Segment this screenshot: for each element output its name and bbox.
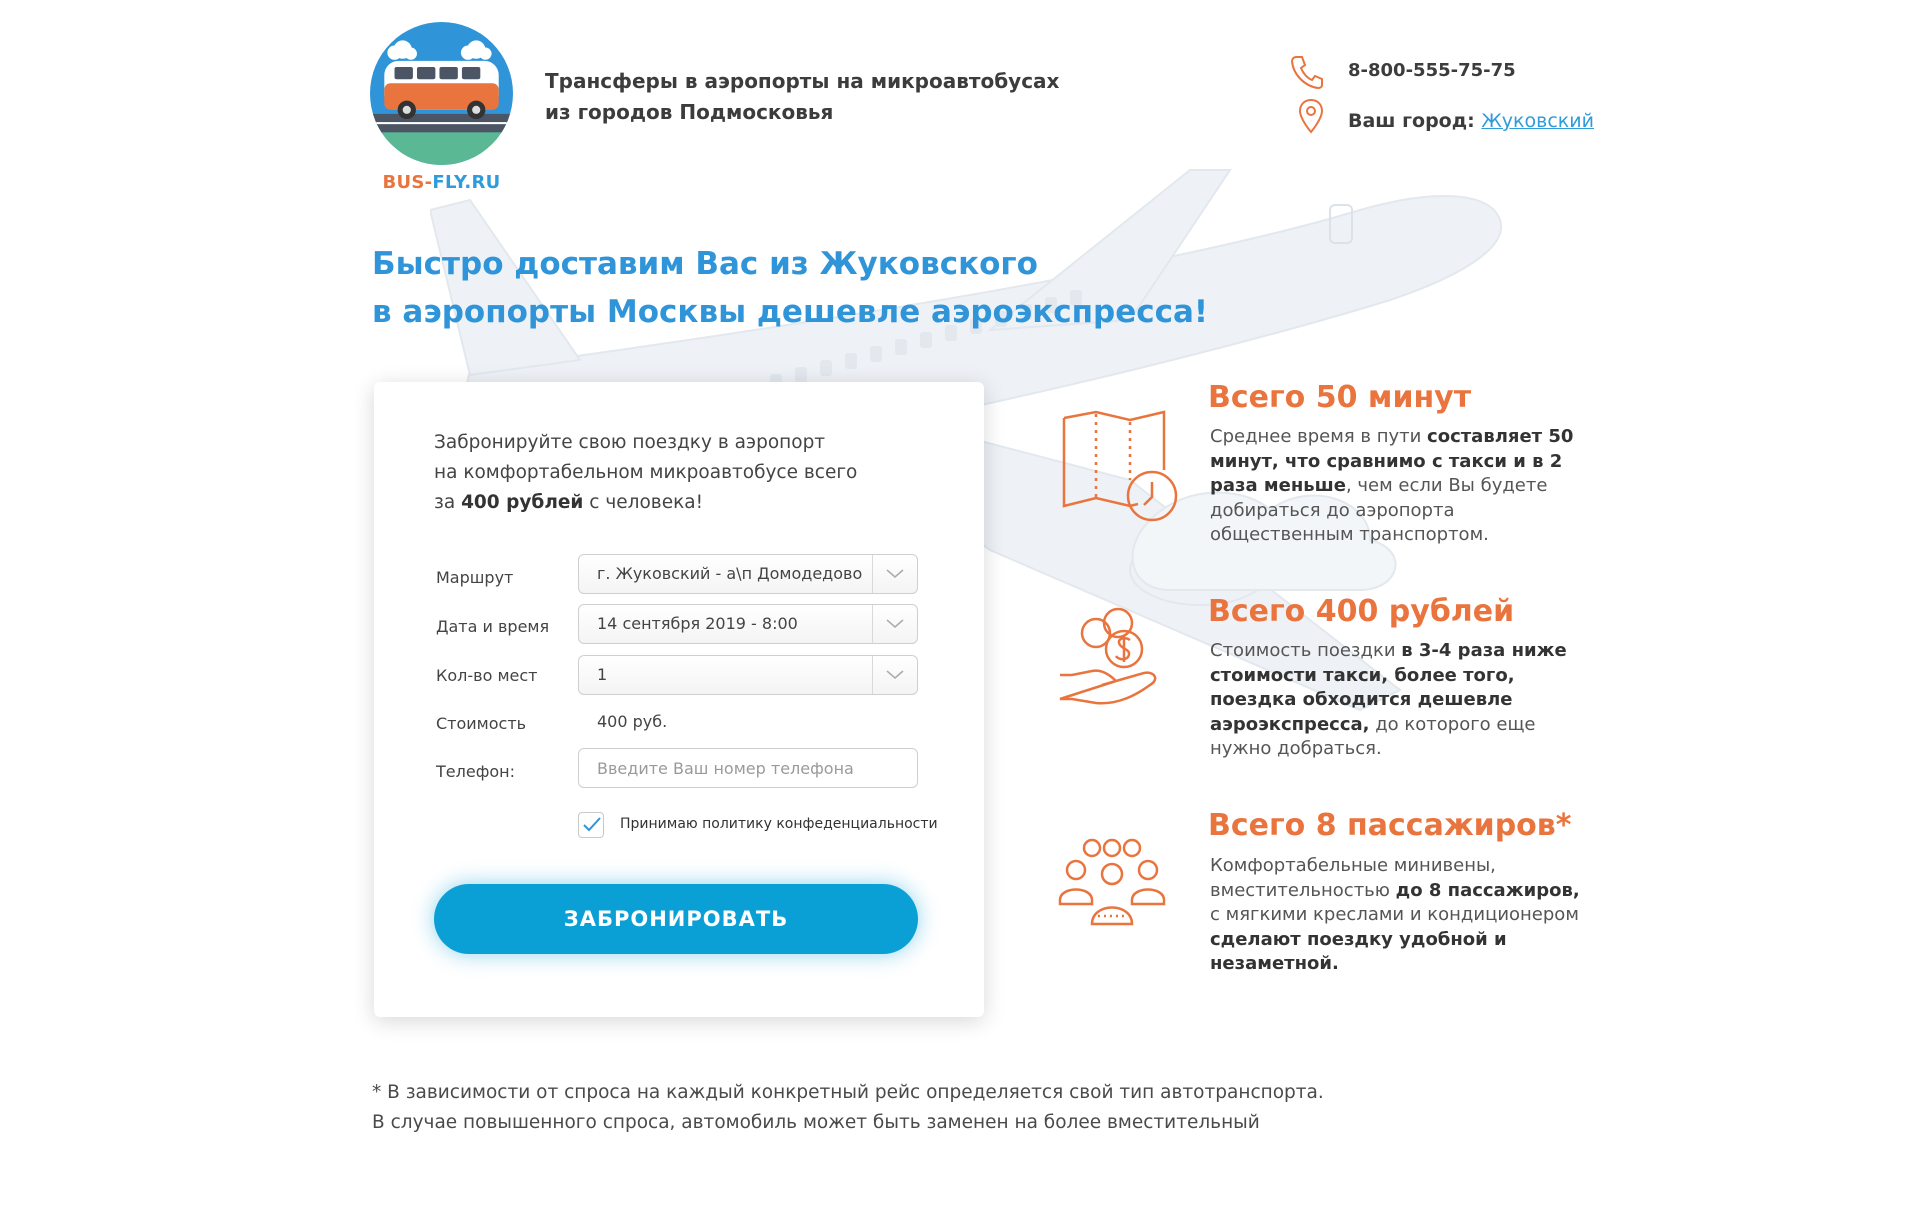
feature-price-text-part2: до которого еще нужно добраться. <box>1210 713 1536 759</box>
footnote-line1: * В зависимости от спроса на каждый конкретный рейс определяется свой тип автотранспорта. <box>372 1082 1324 1103</box>
booking-intro <box>434 428 864 518</box>
tagline-line1: Трансферы в аэропорты на микроавтобусах <box>545 69 1060 93</box>
site-tagline <box>545 66 1059 128</box>
feature-price-text-part1: Стоимость поездки <box>1210 640 1402 661</box>
feature-time-text-part2: , чем если Вы будете добираться до аэропорта общественным транспортом. <box>1210 475 1548 545</box>
feature-capacity-text-part1: Комфортабельные минивены, вместительностью <box>1210 855 1496 901</box>
route-select[interactable] <box>578 554 918 594</box>
feature-price-text-bold: в 3-4 раза ниже стоимости такси, более того, поездка обходится дешевле аэроэкспресса, <box>1210 640 1567 735</box>
logo-text[interactable] <box>370 172 513 193</box>
chevron-down-icon <box>872 605 917 643</box>
footnote <box>372 1078 1324 1138</box>
hero-line2: в аэропорты Москвы дешевле аэроэкспресса! <box>372 294 1209 330</box>
feature-capacity-text-bold2: сделают поездку удобной и незаметной. <box>1210 928 1507 974</box>
passengers-icon <box>1058 838 1166 928</box>
datetime-select-value: 14 сентября 2019 - 8:00 <box>597 614 798 633</box>
feature-capacity-title: Всего 8 пассажиров* <box>1208 808 1572 843</box>
tagline-line2: из городов Подмосковья <box>545 100 834 124</box>
intro-line3-prefix: за <box>434 492 462 513</box>
feature-price-text <box>1210 639 1580 762</box>
bus-logo-icon[interactable] <box>370 22 513 165</box>
feature-capacity-text-part2: с мягкими креслами и кондиционером <box>1210 904 1579 925</box>
phone-label: Телефон: <box>436 762 516 781</box>
feature-time-text <box>1210 425 1580 548</box>
seats-label: Кол-во мест <box>436 666 538 685</box>
feature-capacity-text-bold1: до 8 пассажиров, <box>1395 879 1580 901</box>
phone-icon <box>1290 54 1324 90</box>
chevron-down-icon <box>872 555 917 593</box>
hand-coins-icon <box>1058 605 1168 717</box>
price-value: 400 руб. <box>597 712 668 731</box>
route-label: Маршрут <box>436 568 514 587</box>
price-label: Стоимость <box>436 714 527 733</box>
intro-line3-suffix: с человека! <box>583 492 704 513</box>
book-button[interactable]: ЗАБРОНИРОВАТЬ <box>434 884 918 954</box>
location-pin-icon <box>1298 98 1324 134</box>
hero-line1: Быстро доставим Вас из Жуковского <box>372 246 1038 282</box>
map-clock-icon <box>1060 410 1180 525</box>
hero-headline <box>372 240 1208 336</box>
intro-price: 400 рублей <box>461 492 584 513</box>
seats-select[interactable] <box>578 655 918 695</box>
datetime-select[interactable] <box>578 604 918 644</box>
city-link[interactable]: Жуковский <box>1481 110 1594 132</box>
feature-time-title: Всего 50 минут <box>1208 380 1472 415</box>
chevron-down-icon <box>872 656 917 694</box>
intro-line2: на комфортабельном микроавтобусе всего <box>434 462 858 483</box>
checkmark-icon <box>579 813 603 837</box>
intro-line3 <box>434 488 864 518</box>
header-phone-number[interactable]: 8-800-555-75-75 <box>1348 60 1516 81</box>
city-label: Ваш город: <box>1348 110 1475 132</box>
intro-line1: Забронируйте свою поездку в аэропорт <box>434 432 826 453</box>
privacy-checkbox[interactable] <box>578 812 604 838</box>
phone-input[interactable] <box>578 748 918 788</box>
route-select-value: г. Жуковский - а\п Домодедово <box>597 564 863 583</box>
feature-price-title: Всего 400 рублей <box>1208 594 1515 629</box>
logo-brand-part2: FLY.RU <box>432 172 501 193</box>
feature-time-text-bold: составляет 50 минут, что сравнимо с такси и в 2 раза меньше <box>1210 426 1574 496</box>
feature-time-text-part1: Среднее время в пути <box>1210 426 1428 447</box>
feature-capacity-text <box>1210 854 1580 977</box>
footnote-line2: В случае повышенного спроса, автомобиль может быть заменен на более вместительный <box>372 1112 1260 1133</box>
booking-form-card <box>374 382 984 1017</box>
privacy-label[interactable]: Принимаю политику конфеденциальности <box>620 816 938 832</box>
seats-select-value: 1 <box>597 665 608 684</box>
logo-brand-part1: BUS- <box>382 172 433 193</box>
datetime-label: Дата и время <box>436 617 550 636</box>
city-selector <box>1348 110 1594 132</box>
